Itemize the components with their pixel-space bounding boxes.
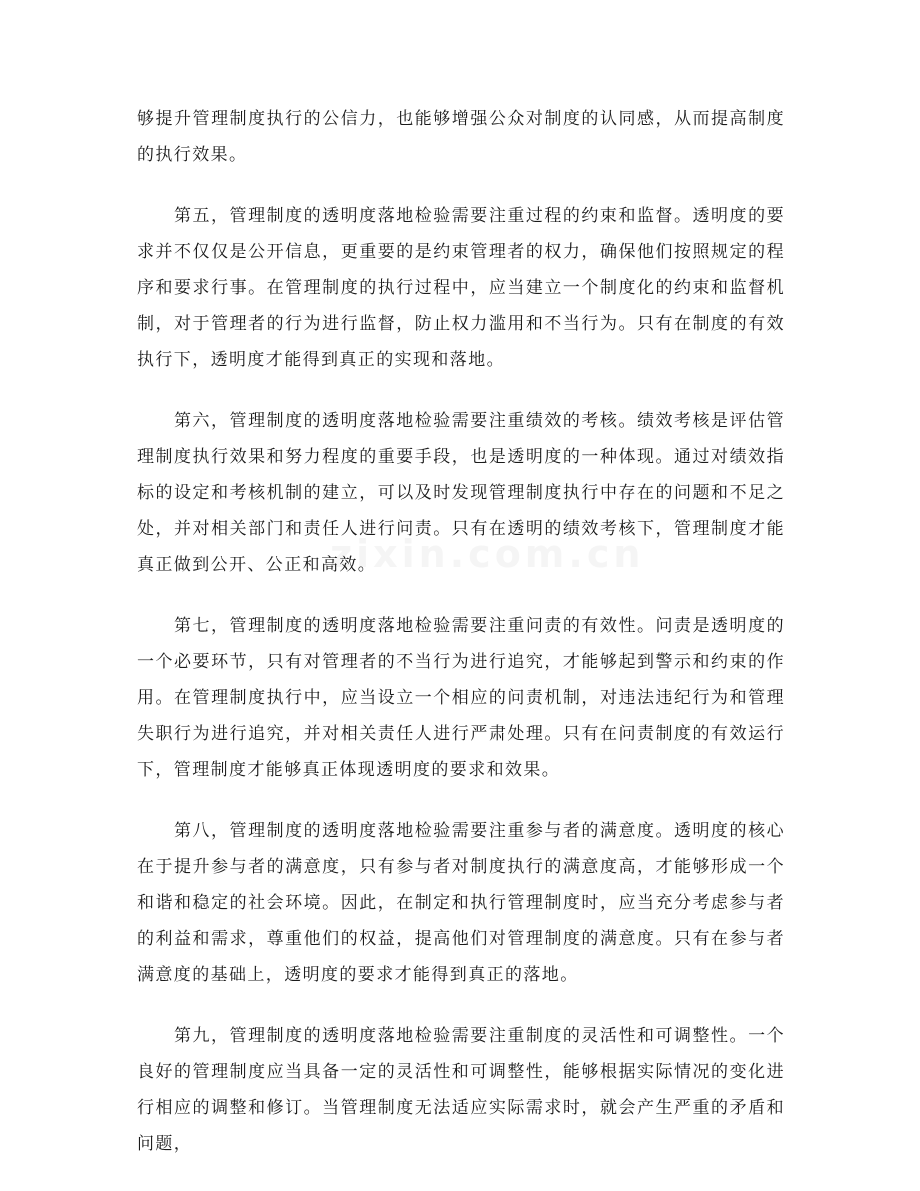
document-body xyxy=(137,101,785,1187)
paragraph-fifth: 第五，管理制度的透明度落地检验需要注重过程的约束和监督。透明度的要求并不仅仅是公开信息，更重要的是约束管理者的权力，确保他们按照规定的程序和要求行事。在管理制度的执行过程中，应当建立一个制度化的约束和监督机制，对于管理者的行为进行监督，防止权力滥用和不当行为。只有在制度的有效执行下，透明度才能得到真正的实现和落地。 xyxy=(137,206,785,370)
paragraph-continuation: 够提升管理制度执行的公信力，也能够增强公众对制度的认同感，从而提高制度的执行效果。 xyxy=(137,109,785,165)
watermark-text: zixin.com.cn xyxy=(330,532,645,576)
paragraph-sixth: 第六，管理制度的透明度落地检验需要注重绩效的考核。绩效考核是评估管理制度执行效果和努力程度的重要手段，也是透明度的一种体现。通过对绩效指标的设定和考核机制的建立，可以及时发现管理制度执行中存在的问题和不足之处，并对相关部门和责任人进行问责。只有在透明的绩效考核下，管理制度才能真正做到公开、公正和高效。 xyxy=(137,411,785,575)
paragraph-ninth: 第九，管理制度的透明度落地检验需要注重制度的灵活性和可调整性。一个良好的管理制度应当具备一定的灵活性和可调整性，能够根据实际情况的变化进行相应的调整和修订。当管理制度无法适应实际需求时，就会产生严重的矛盾和问题， xyxy=(137,1026,785,1154)
paragraph-eighth: 第八，管理制度的透明度落地检验需要注重参与者的满意度。透明度的核心在于提升参与者的满意度，只有参与者对制度执行的满意度高，才能够形成一个和谐和稳定的社会环境。因此，在制定和执行管理制度时，应当充分考虑参与者的利益和需求，尊重他们的权益，提高他们对管理制度的满意度。只有在参与者满意度的基础上，透明度的要求才能得到真正的落地。 xyxy=(137,821,785,985)
paragraph-seventh: 第七，管理制度的透明度落地检验需要注重问责的有效性。问责是透明度的一个必要环节，只有对管理者的不当行为进行追究，才能够起到警示和约束的作用。在管理制度执行中，应当设立一个相应的问责机制，对违法违纪行为和管理失职行为进行追究，并对相关责任人进行严肃处理。只有在问责制度的有效运行下，管理制度才能够真正体现透明度的要求和效果。 xyxy=(137,616,785,780)
